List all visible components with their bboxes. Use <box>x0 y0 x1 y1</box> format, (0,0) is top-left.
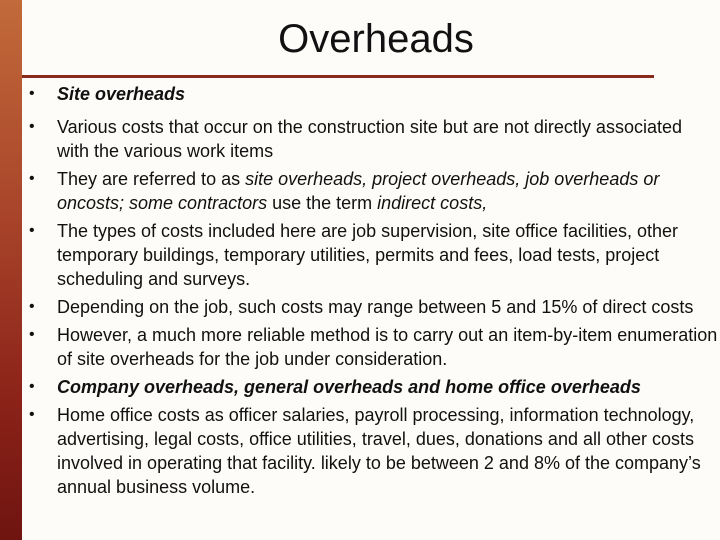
bullet-text: use the term <box>267 193 378 213</box>
bullet-text: Various costs that occur on the construction site but are not directly associated with the various work items <box>57 117 682 161</box>
bullet-icon: • <box>29 170 35 187</box>
bullet-icon: • <box>29 326 35 343</box>
bullet-item-various-costs <box>28 115 718 163</box>
bullet-item-referred-to <box>28 167 718 215</box>
bullet-icon: • <box>29 85 35 102</box>
slide-title: Overheads <box>278 17 474 61</box>
bullet-text: However, a much more reliable method is to carry out an item-by-item enumeration of site overheads for the job under consideration. <box>57 325 718 369</box>
bullet-icon: • <box>29 298 35 315</box>
bullet-text: Company overheads, general overheads and home office overheads <box>57 377 641 397</box>
bullet-item-home-office-costs <box>28 403 718 499</box>
title-divider <box>22 75 654 78</box>
bullet-icon: • <box>29 222 35 239</box>
bullet-icon: • <box>29 378 35 395</box>
bullet-icon: • <box>29 118 35 135</box>
bullet-item-depending-on-job <box>28 295 718 319</box>
bullet-text: Depending on the job, such costs may range between 5 and 15% of direct costs <box>57 297 694 317</box>
bullet-item-types-of-costs <box>28 219 718 291</box>
bullet-text: Home office costs as officer salaries, payroll processing, information technology, advertising, legal costs, office utilities, travel, dues, donations and all other costs involved in operating that facility. likely to be between 2 and 8% of the company’s annual business volume. <box>57 405 701 497</box>
decorative-sidebar <box>0 0 22 540</box>
bullet-text-italic: indirect costs, <box>377 193 488 213</box>
bullet-item-company-overheads <box>28 375 718 399</box>
bullet-icon: • <box>29 406 35 423</box>
bullet-text: They are referred to as <box>57 169 246 189</box>
bullet-item-reliable-method <box>28 323 718 371</box>
bullet-text-italic: site overheads, project overheads, job overheads or oncosts; some contractors <box>57 169 660 213</box>
bullet-item-site-overheads <box>28 82 718 106</box>
bullet-list <box>28 82 718 499</box>
bullet-text: Site overheads <box>57 84 186 104</box>
bullet-text: The types of costs included here are job supervision, site office facilities, other temporary buildings, temporary utilities, permits and fees, load tests, project scheduling and surveys. <box>57 221 678 289</box>
